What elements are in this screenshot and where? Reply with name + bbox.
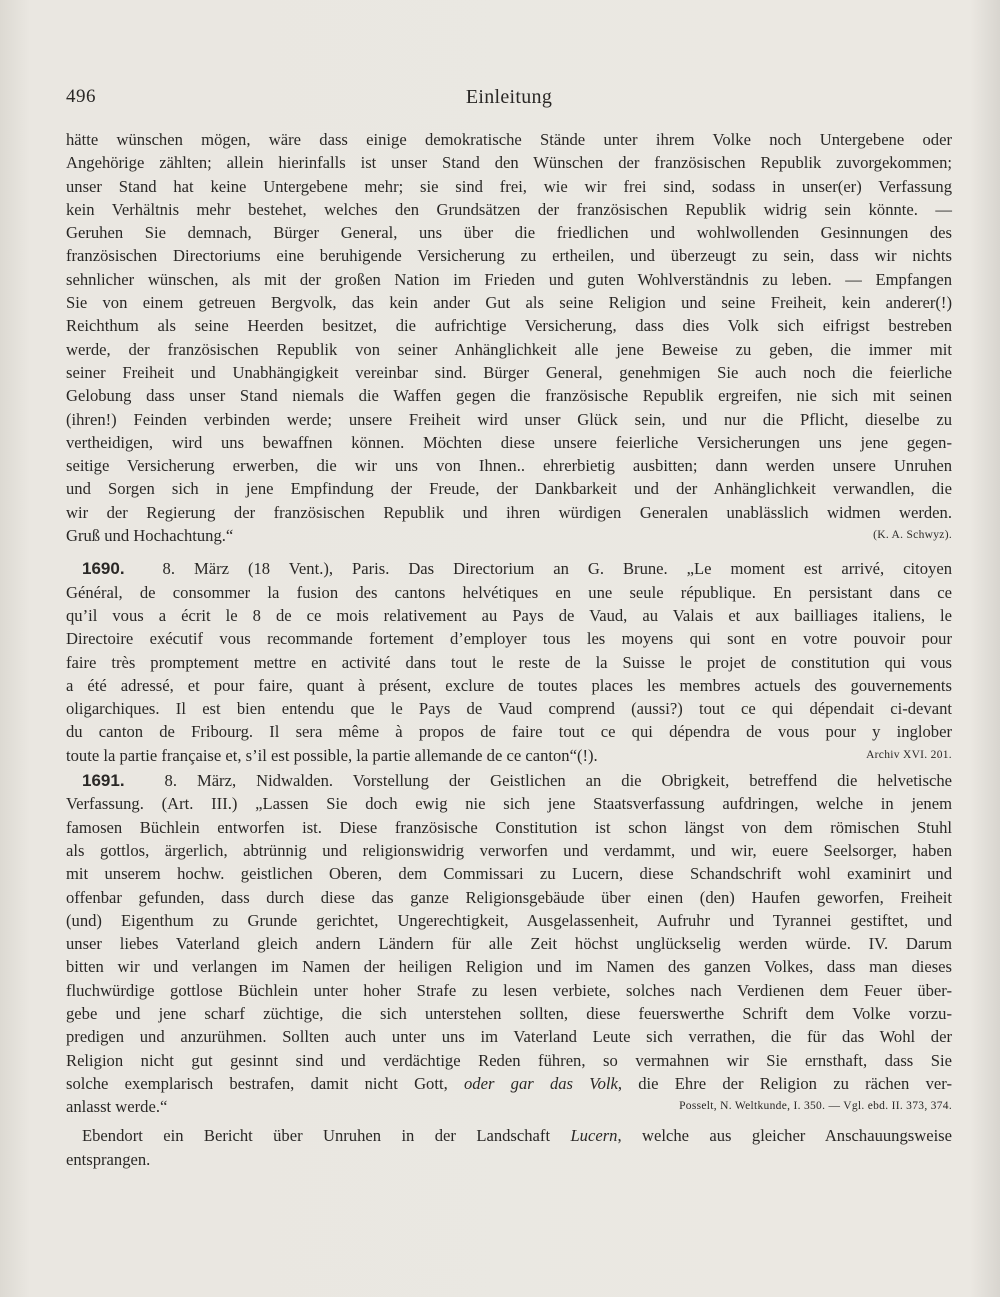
line-text: Gruß und Hochachtung.“ — [66, 526, 234, 546]
line-text: entsprangen. — [66, 1149, 151, 1169]
running-head: Einleitung — [465, 86, 553, 108]
entry-1691-line — [66, 955, 952, 978]
entry-1691-line — [66, 979, 952, 1002]
line-text: sehnlicher wünschen, als mit der großen Nation im Frieden und guten Wohlverständnis zu leben. — Empfangen — [66, 269, 952, 289]
line-text: und Sorgen sich in jene Empfindung der Freude, der Dankbarkeit und der Anhänglichkeit verwandlen, die — [66, 479, 952, 499]
italic-text: oder gar das Volk — [463, 1073, 618, 1093]
line-text: predigen und anzurühmen. Sollten auch unter uns im Vaterland Leute sich verrathen, die für das Wohl der — [66, 1027, 952, 1047]
line-text: unser liebes Vaterland gleich andern Ländern für alle Zeit höchst unglückselig werden würde. IV. Darum — [66, 934, 952, 954]
line-text: toute la partie française et, s’il est possible, la partie allemande de ce canton“(!). — [66, 745, 598, 765]
line-text: 8. März (18 Vent.), Paris. Das Directorium an G. Brune. „Le moment est arrivé, citoyen — [162, 559, 952, 579]
entry-1691-line — [66, 816, 952, 839]
letter-line — [66, 431, 952, 454]
letter-line — [66, 477, 952, 500]
line-text: werde, der französischen Republik von seiner Anhänglichkeit alle jene Beweise zu geben, die immer mit — [66, 339, 952, 359]
line-text: famosen Büchlein entworfen ist. Diese französische Constitution ist schon längst von dem römischen Stuhl — [66, 817, 952, 837]
letter-line — [66, 151, 952, 174]
line-text: französischen Directoriums eine beruhigende Versicherung zu ertheilen, und überzeugt zu sein, dass wir nichts — [66, 246, 952, 266]
entry-1690-line — [66, 720, 952, 743]
entry-1691-line — [66, 1072, 952, 1095]
line-text: vertheidigen, wird uns bewaffnen können. Möchten diese unsere feierliche Versicherungen uns jene gegen- — [66, 432, 952, 452]
line-text: , die Ehre der Religion zu rächen ver- — [617, 1073, 952, 1093]
source-citation: Posselt, N. Weltkunde, I. 350. — Vgl. ebd. II. 373, 374. — [679, 1100, 952, 1113]
closing-line — [66, 1148, 952, 1171]
line-text: Angehörige zählten; allein hierinfalls ist unser Stand den Wünschen der französischen Republik zuvorgekommen; — [66, 153, 952, 173]
letter-line — [66, 244, 952, 267]
entry-1691-line — [66, 1025, 952, 1048]
line-text: wir der Regierung der französischen Republik und ihren würdigen Generalen unablässlich widmen werden. — [66, 502, 952, 522]
entry-1691-line — [66, 1095, 952, 1118]
paragraph-gap — [66, 547, 952, 557]
entry-1691-line — [66, 886, 952, 909]
line-text: Religion nicht gut gesinnt sind und verdächtige Reden führen, so vermahnen wir Sie ernsthaft, dass Sie — [66, 1050, 952, 1070]
line-text: offenbar gefunden, dass durch diese das ganze Religionsgebäude über einen (den) Haufen geworfen, Freiheit — [66, 887, 952, 907]
letter-line — [66, 128, 952, 151]
line-text: gebe und jene scharf züchtige, die sich unterstehen sollten, diese feuerswerthe Schrift dem Volke vorzu- — [66, 1003, 952, 1023]
line-text: oligarchiques. Il est bien entendu que le Pays de Vaud comprend (aussi?) tout ce qui dépendait ci-devant — [66, 699, 952, 719]
line-text: hätte wünschen mögen, wäre dass einige demokratische Stände unter ihrem Volke noch Untergebene oder — [66, 130, 952, 149]
line-text: a été adressé, et pour faire, quant à présent, exclure de toutes places les membres actuels des gouvernements — [66, 675, 952, 695]
letter-line — [66, 268, 952, 291]
entry-1691-line — [66, 769, 952, 792]
entry-1690-line — [66, 627, 952, 650]
entry-1691-line — [66, 862, 952, 885]
letter-line — [66, 524, 952, 547]
line-text: qu’il vous a écrit le 8 de ce mois relativement au Pays de Vaud, au Valais et aux bailliages italiens, le — [66, 605, 952, 625]
letter-line — [66, 175, 952, 198]
letter-line — [66, 291, 952, 314]
entry-1691-line — [66, 909, 952, 932]
line-text: Général, de consommer la fusion des cantons helvétiques en une seule république. En persistant dans ce — [66, 582, 952, 602]
line-text: (und) Eigenthum zu Grunde gerichtet, Ungerechtigkeit, Ausgelassenheit, Aufruhr und Tyrannei gestiftet, und — [66, 910, 952, 930]
entry-1690-line — [66, 697, 952, 720]
letter-line — [66, 221, 952, 244]
closing-line — [66, 1124, 952, 1147]
line-text: Ebendort ein Bericht über Unruhen in der Landschaft — [82, 1126, 571, 1146]
line-text: Geruhen Sie demnach, Bürger General, uns über die friedlichen und wohlwollenden Gesinnungen des — [66, 223, 952, 243]
letter-line — [66, 384, 952, 407]
source-citation: Archiv XVI. 201. — [866, 748, 952, 761]
letter-line — [66, 361, 952, 384]
entry-1691-line — [66, 1002, 952, 1025]
line-text: 8. März, Nidwalden. Vorstellung der Geistlichen an die Obrigkeit, betreffend die helvetische — [164, 771, 953, 791]
letter-line — [66, 454, 952, 477]
line-text: Gelobung dass unser Stand niemals die Waffen gegen die französische Republik ergreifen, nie sich mit seinen — [66, 386, 952, 406]
body-text — [66, 128, 952, 1171]
line-text: Sie von einem getreuen Bergvolk, das kein ander Gut als seine Religion und seine Freiheit, kein anderer(!) — [66, 293, 952, 313]
entry-1690-line — [66, 674, 952, 697]
line-text: mit unserem hochw. geistlichen Oberen, dem Commissari zu Lucern, diese Schandschrift wohl examinirt und — [66, 864, 952, 884]
line-text: solche exemplarisch bestrafen, damit nicht Gott, — [66, 1073, 464, 1093]
source-citation: (K. A. Schwyz). — [873, 529, 952, 542]
entry-1690-line — [66, 744, 952, 767]
line-text: unser Stand hat keine Untergebene mehr; sie sind frei, wie wir frei sind, sodass in unser(er) Verfassung — [66, 176, 952, 196]
line-text: (ihren!) Feinden verbinden werde; unsere Freiheit wird unser Glück sein, und nur die Pflicht, dieselbe zu — [66, 409, 952, 429]
line-text: Directoire exécutif vous recommande fortement d’employer tous les moyens qui sont en votre pouvoir pour — [66, 629, 952, 649]
entry-number: 1691. — [82, 771, 125, 791]
line-text: Reichthum als seine Heerden besitzet, die aufrichtige Versicherung, dass dies Volk sich eifrigst bestreben — [66, 316, 952, 336]
entry-1691-line — [66, 932, 952, 955]
line-text: fluchwürdige gottlose Büchlein unter hoher Strafe zu lesen verbiete, solches nach Verdienen dem Feuer über- — [66, 980, 952, 1000]
letter-line — [66, 198, 952, 221]
entry-1691-line — [66, 1049, 952, 1072]
letter-line — [66, 338, 952, 361]
italic-text: Lucern — [570, 1126, 618, 1146]
page-header — [66, 86, 952, 116]
page-number: 496 — [66, 86, 96, 107]
line-text: , welche aus gleicher Anschauungsweise — [617, 1126, 953, 1146]
line-text: seitige Versicherung erwerben, die wir uns von Ihnen.. ehrerbietig ausbitten; dann werden unsere Unruhen — [66, 456, 952, 476]
line-text: du canton de Fribourg. Il sera même à propos de faire tout ce qui dépendra de vous pour y inglober — [66, 722, 952, 742]
letter-line — [66, 314, 952, 337]
entry-1691-line — [66, 839, 952, 862]
line-text: anlasst werde.“ — [66, 1097, 168, 1117]
entry-1690-line — [66, 557, 952, 580]
line-text: als gottlos, ärgerlich, abtrünnig und religionswidrig verworfen und verdammt, und wir, euere Seelsorger, haben — [66, 840, 952, 860]
entry-1690-line — [66, 581, 952, 604]
letter-line — [66, 408, 952, 431]
line-text: faire très promptement mettre en activité dans tout le reste de la Suisse le projet de constitution qui vous — [66, 652, 952, 672]
letter-line — [66, 501, 952, 524]
entry-1690-line — [66, 651, 952, 674]
line-text: bitten wir und verlangen im Namen der heiligen Religion und im Namen des ganzen Volkes, dass man dieses — [66, 957, 952, 977]
line-text: seiner Freiheit und Unabhängigkeit vereinbar sind. Bürger General, genehmigen Sie auch noch die feierliche — [66, 362, 952, 382]
line-text: Verfassung. (Art. III.) „Lassen Sie doch ewig nie sich jene Staatsverfassung aufdringen, welche in jenem — [66, 794, 952, 814]
entry-1691-line — [66, 792, 952, 815]
entry-number: 1690. — [82, 559, 125, 579]
entry-1690-line — [66, 604, 952, 627]
line-text: kein Verhältnis mehr bestehet, welches den Grundsätzen der französischen Republik widrig sein könnte. — — [66, 199, 952, 219]
